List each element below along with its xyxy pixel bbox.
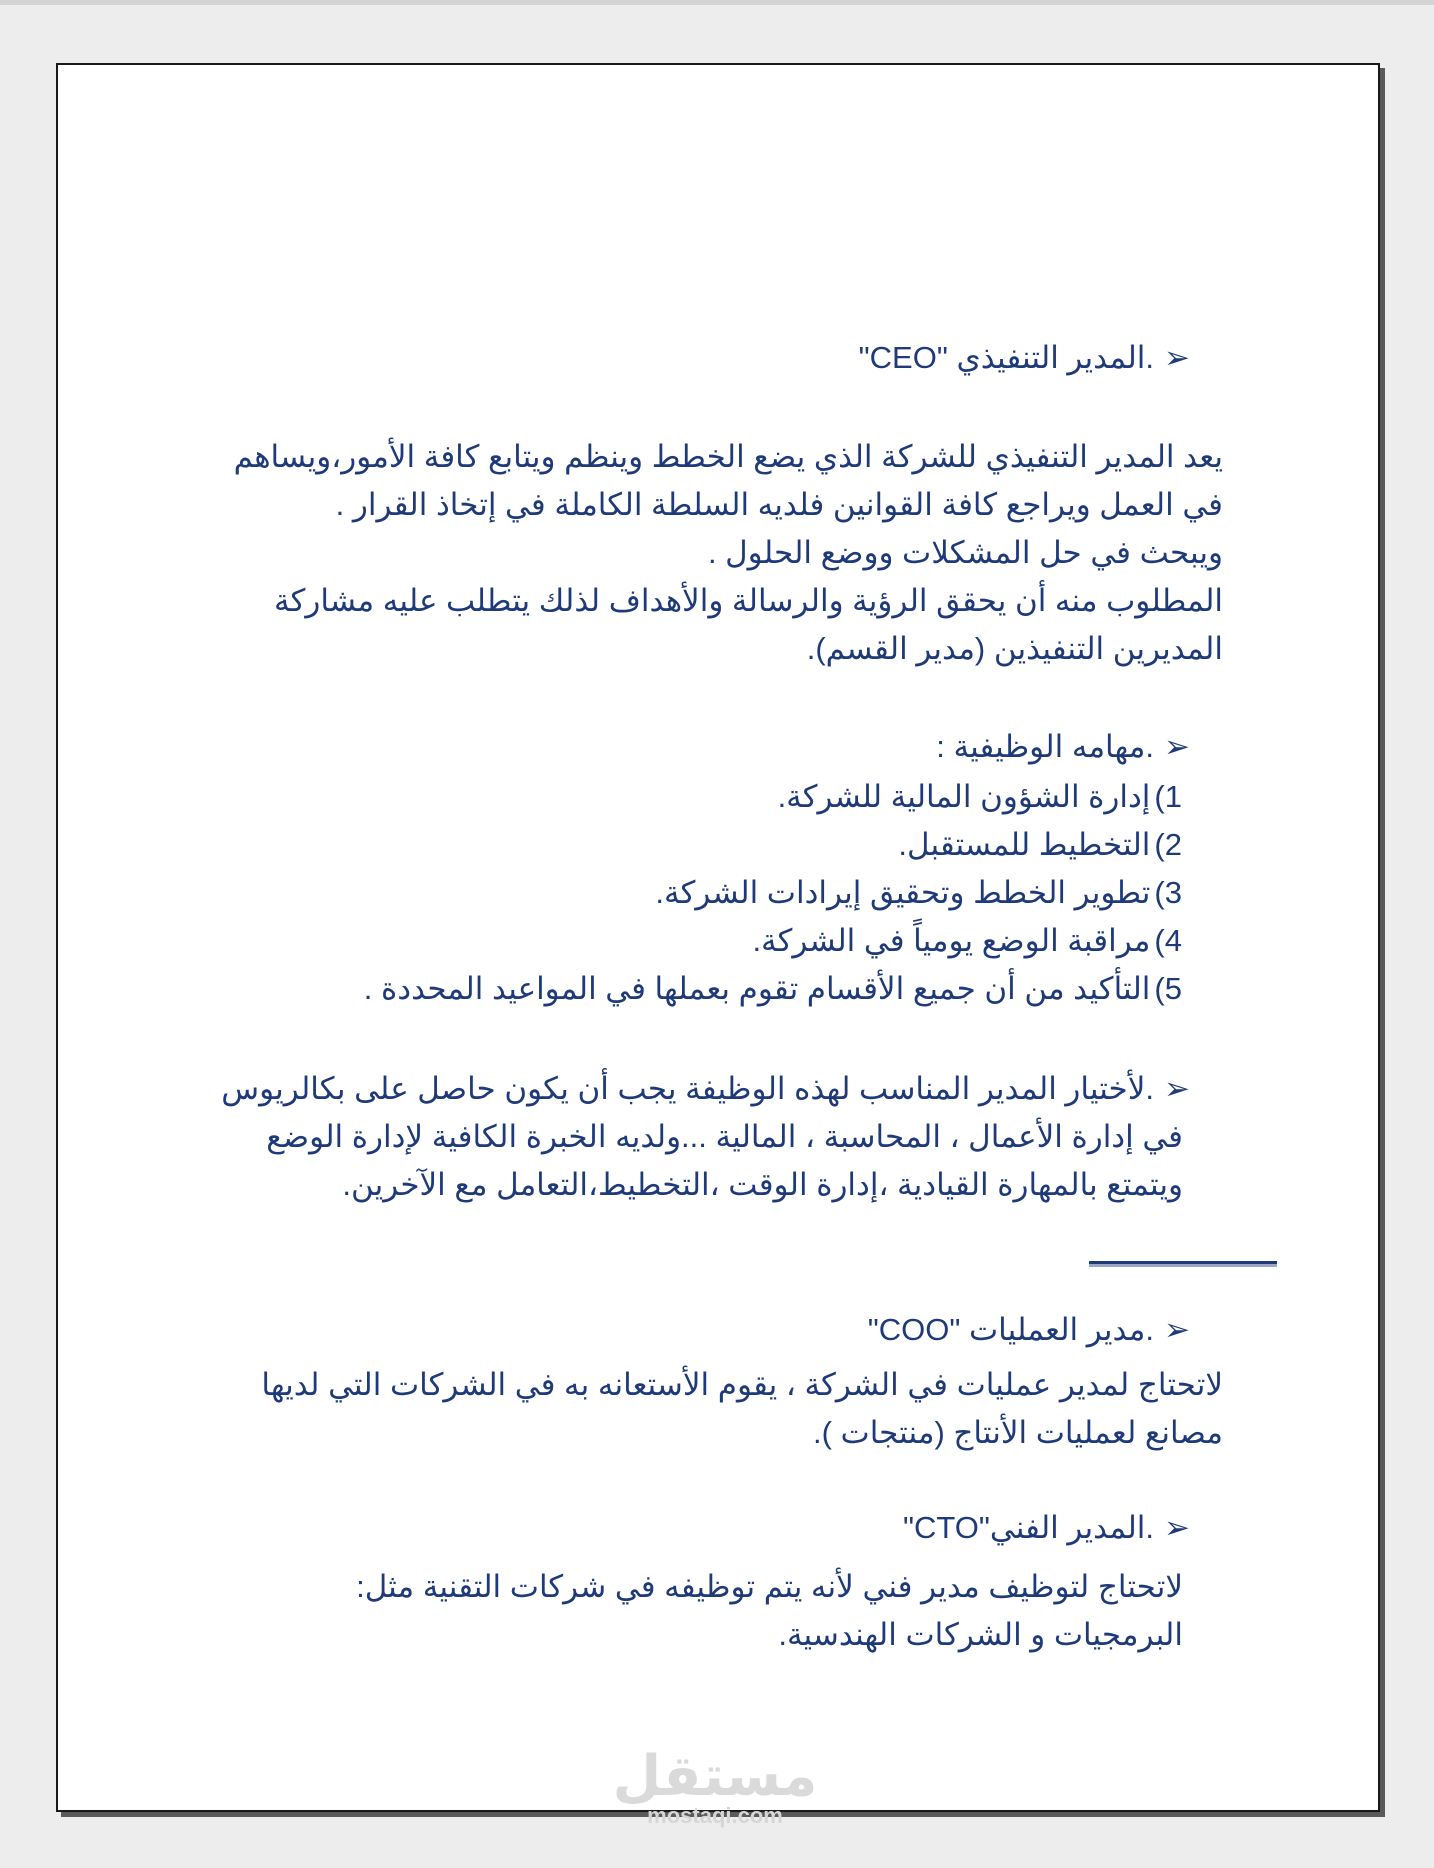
arrow-bullet-icon: ➢ <box>1164 1312 1190 1347</box>
watermark-url: mostaqi.com <box>647 1803 783 1828</box>
arrow-bullet-icon: ➢ <box>1164 1510 1190 1545</box>
watermark-logo: مستقل <box>612 1744 818 1807</box>
cto-paragraph-line: لاتحتاج لتوظيف مدير فني لأنه يتم توظيفه في شركات التقنية مثل: <box>356 1569 1183 1604</box>
selection-line: ➢.لأختيار المدير المناسب لهذه الوظيفة يجب أن يكون حاصل على بكالريوس <box>221 1069 1190 1109</box>
section-divider <box>1089 1261 1277 1267</box>
ceo-paragraph-line: المديرين التنفيذين (مدير القسم). <box>806 631 1223 666</box>
ceo-paragraph-line: المطلوب منه أن يحقق الرؤية والرسالة والأهداف لذلك يتطلب عليه مشاركة <box>274 583 1223 618</box>
duty-item: 4)مراقبة الوضع يومياً في الشركة. <box>752 923 1182 958</box>
arrow-bullet-icon: ➢ <box>1164 1071 1190 1106</box>
duties-heading: ➢.مهامه الوظيفية : <box>936 727 1190 767</box>
duty-item: 2)التخطيط للمستقبل. <box>898 827 1182 862</box>
ceo-paragraph-line: يعد المدير التنفيذي للشركة الذي يضع الخطط وينظم ويتابع كافة الأمور،ويساهم <box>233 439 1223 474</box>
ceo-heading: ➢.المدير التنفيذي "CEO" <box>859 338 1190 378</box>
selection-line: في إدارة الأعمال ، المحاسبة ، المالية ...ولديه الخبرة الكافية لإدارة الوضع <box>266 1119 1183 1154</box>
duty-item: 5)التأكيد من أن جميع الأقسام تقوم بعملها في المواعيد المحددة . <box>363 971 1182 1006</box>
arrow-bullet-icon: ➢ <box>1164 340 1190 375</box>
coo-paragraph-line: لاتحتاج لمدير عمليات في الشركة ، يقوم الأستعانه به في الشركات التي لديها <box>261 1367 1223 1402</box>
watermark <box>610 1744 820 1828</box>
ceo-paragraph-line: ويبحث في حل المشكلات ووضع الحلول . <box>707 535 1223 570</box>
selection-line: ويتمتع بالمهارة القيادية ،إدارة الوقت ،التخطيط،التعامل مع الآخرين. <box>342 1167 1183 1202</box>
arrow-bullet-icon: ➢ <box>1164 729 1190 764</box>
coo-paragraph-line: مصانع لعمليات الأنتاج (منتجات ). <box>812 1415 1223 1450</box>
cto-paragraph-line: البرمجيات و الشركات الهندسية. <box>778 1617 1183 1652</box>
ceo-paragraph-line: في العمل ويراجع كافة القوانين فلديه السلطة الكاملة في إتخاذ القرار . <box>335 487 1223 522</box>
duty-item: 1)إدارة الشؤون المالية للشركة. <box>777 779 1182 814</box>
coo-heading: ➢.مدير العمليات "COO" <box>868 1310 1190 1350</box>
duty-item: 3)تطوير الخطط وتحقيق إيرادات الشركة. <box>655 875 1182 910</box>
cto-heading: ➢.المدير الفني"CTO" <box>903 1508 1190 1548</box>
